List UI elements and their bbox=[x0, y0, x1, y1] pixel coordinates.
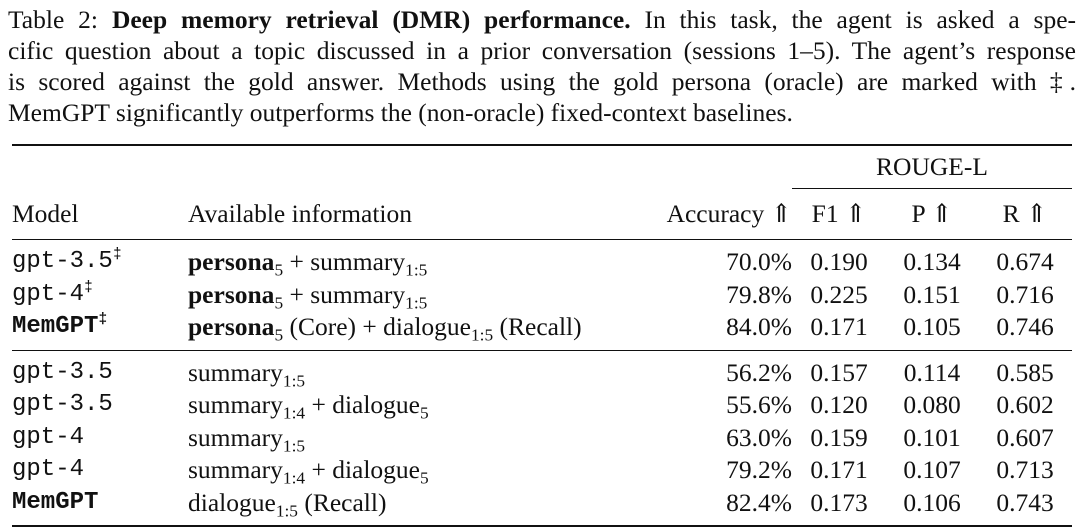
r-cell: 0.602 bbox=[996, 390, 1054, 419]
column-header-model: Model bbox=[12, 198, 79, 228]
table-caption bbox=[8, 4, 1076, 128]
up-arrow-icon: ⇑ bbox=[770, 198, 792, 228]
oracle-mark: ‡ bbox=[112, 246, 122, 263]
table-row bbox=[12, 311, 1072, 350]
available-info: dialogue$_{1:5}$ (Recall) bbox=[188, 487, 387, 521]
accuracy-cell: 82.4% bbox=[726, 487, 792, 517]
f1-cell: 0.190 bbox=[810, 247, 868, 276]
model-name: gpt-4 bbox=[12, 423, 85, 451]
f1-cell: 0.225 bbox=[810, 279, 868, 309]
caption-line-2: cific question about a topic discussed in a prior conversation (sessions 1–5). The agent’s response bbox=[8, 36, 1076, 65]
f1-cell: 0.171 bbox=[810, 455, 868, 484]
table-row bbox=[12, 279, 1072, 312]
f1-cell: 0.173 bbox=[810, 487, 868, 517]
r-cell: 0.746 bbox=[996, 312, 1054, 341]
available-info: summary$_{1:5}$ bbox=[188, 357, 306, 391]
caption-line-4: MemGPT significantly outperforms the (non-oracle) fixed-context baselines. bbox=[8, 98, 793, 127]
column-header-p: P ⇑ bbox=[886, 189, 978, 240]
model-name: gpt-4‡ bbox=[12, 279, 93, 308]
oracle-mark: ‡ bbox=[98, 311, 108, 328]
caption-line-1-rest: In this task, the agent is asked a spe- bbox=[644, 5, 1077, 34]
oracle-mark: ‡ bbox=[84, 279, 93, 296]
column-header-f1: F1 ⇑ bbox=[792, 189, 886, 240]
model-name: gpt-3.5‡ bbox=[12, 246, 122, 275]
available-info: persona$_5$ + summary$_{1:5}$ bbox=[188, 247, 428, 280]
r-cell: 0.713 bbox=[996, 455, 1054, 484]
r-cell: 0.743 bbox=[996, 487, 1054, 517]
caption-line-1 bbox=[8, 4, 1076, 35]
up-arrow-icon: ⇑ bbox=[844, 199, 867, 228]
p-cell: 0.105 bbox=[903, 312, 961, 341]
model-name: gpt-3.5 bbox=[12, 358, 113, 386]
f1-cell: 0.171 bbox=[810, 312, 868, 341]
available-info: persona$_5$ + summary$_{1:5}$ bbox=[188, 279, 428, 313]
table-row bbox=[12, 389, 1072, 422]
column-header-accuracy: Accuracy ⇑ bbox=[666, 198, 792, 228]
model-name: MemGPT bbox=[12, 488, 99, 516]
r-cell: 0.674 bbox=[996, 247, 1054, 276]
up-arrow-icon: ⇑ bbox=[931, 199, 953, 228]
accuracy-cell: 55.6% bbox=[726, 390, 792, 419]
available-info: summary$_{1:4}$ + dialogue$_5$ bbox=[188, 390, 429, 423]
f1-cell: 0.157 bbox=[810, 357, 868, 387]
p-cell: 0.114 bbox=[903, 357, 961, 387]
model-name: gpt-4 bbox=[12, 456, 85, 483]
caption-title: Deep memory retrieval (DMR) performance. bbox=[111, 5, 631, 34]
table-row bbox=[12, 350, 1072, 389]
f1-cell: 0.120 bbox=[810, 390, 868, 419]
table-row bbox=[12, 240, 1072, 279]
accuracy-cell: 79.2% bbox=[726, 455, 792, 484]
table-row bbox=[12, 454, 1072, 487]
available-info: summary$_{1:4}$ + dialogue$_5$ bbox=[188, 455, 429, 488]
available-info: summary$_{1:5}$ bbox=[188, 422, 306, 456]
model-name: gpt-3.5 bbox=[12, 391, 113, 418]
column-header-info: Available information bbox=[188, 198, 412, 228]
p-cell: 0.107 bbox=[903, 455, 961, 484]
accuracy-cell: 84.0% bbox=[726, 312, 792, 341]
dmr-results-table bbox=[12, 144, 1072, 527]
accuracy-cell: 79.8% bbox=[726, 279, 792, 309]
p-cell: 0.134 bbox=[903, 247, 961, 276]
available-info: persona$_5$ (Core) + dialogue$_{1:5}$ (Recall) bbox=[188, 312, 582, 345]
caption-label: Table 2: bbox=[8, 5, 98, 34]
r-cell: 0.716 bbox=[996, 279, 1054, 309]
accuracy-cell: 70.0% bbox=[726, 247, 792, 276]
table-row bbox=[12, 422, 1072, 455]
accuracy-cell: 56.2% bbox=[726, 357, 792, 387]
f1-cell: 0.159 bbox=[810, 422, 868, 452]
model-name: MemGPT‡ bbox=[12, 311, 108, 340]
p-cell: 0.101 bbox=[903, 422, 961, 452]
p-cell: 0.080 bbox=[903, 390, 961, 419]
p-cell: 0.151 bbox=[903, 279, 961, 309]
up-arrow-icon: ⇑ bbox=[1026, 199, 1048, 228]
caption-line-3: is scored against the gold answer. Methods using the gold persona (oracle) are marked with ‡. bbox=[8, 67, 1076, 96]
column-header-r: R ⇑ bbox=[978, 189, 1072, 240]
table-row bbox=[12, 487, 1072, 527]
p-cell: 0.106 bbox=[903, 487, 961, 517]
header-row bbox=[12, 189, 1072, 240]
accuracy-cell: 63.0% bbox=[726, 422, 792, 452]
r-cell: 0.607 bbox=[996, 422, 1054, 452]
header-row-group bbox=[12, 145, 1072, 189]
r-cell: 0.585 bbox=[996, 357, 1054, 387]
rouge-l-group-header: ROUGE-L bbox=[876, 152, 988, 181]
